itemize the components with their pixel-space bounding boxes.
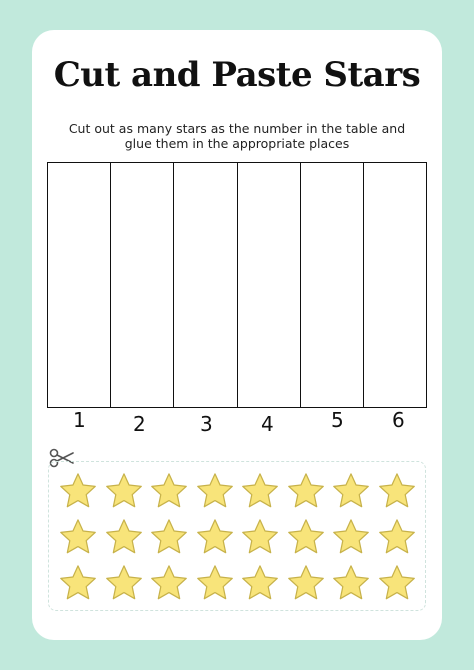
number-table — [47, 162, 427, 408]
star-icon[interactable] — [148, 472, 190, 512]
star-icon[interactable] — [57, 564, 99, 604]
cut-out-stars-area — [48, 461, 426, 611]
column-number-3: 3 — [200, 412, 213, 436]
star-icon[interactable] — [376, 472, 418, 512]
star-icon[interactable] — [194, 472, 236, 512]
instructions-text: Cut out as many stars as the number in the table and glue them in the appropriate places — [68, 121, 406, 151]
star-icon[interactable] — [376, 518, 418, 558]
star-icon[interactable] — [103, 518, 145, 558]
star-icon[interactable] — [330, 518, 372, 558]
table-column-2[interactable] — [111, 163, 174, 407]
column-number-1: 1 — [73, 408, 86, 432]
table-column-4[interactable] — [238, 163, 301, 407]
star-icon[interactable] — [330, 564, 372, 604]
star-icon[interactable] — [285, 518, 327, 558]
column-number-5: 5 — [331, 408, 344, 432]
star-icon[interactable] — [103, 472, 145, 512]
star-icon[interactable] — [194, 564, 236, 604]
star-icon[interactable] — [285, 564, 327, 604]
table-column-1[interactable] — [48, 163, 111, 407]
star-icon[interactable] — [57, 518, 99, 558]
star-icon[interactable] — [103, 564, 145, 604]
star-icon[interactable] — [330, 472, 372, 512]
star-icon[interactable] — [285, 472, 327, 512]
star-icon[interactable] — [376, 564, 418, 604]
table-column-6[interactable] — [364, 163, 426, 407]
column-number-4: 4 — [261, 412, 274, 436]
star-icon[interactable] — [239, 472, 281, 512]
star-icon[interactable] — [239, 518, 281, 558]
table-column-3[interactable] — [174, 163, 237, 407]
table-column-5[interactable] — [301, 163, 364, 407]
column-number-6: 6 — [392, 408, 405, 432]
star-icon[interactable] — [57, 472, 99, 512]
star-icon[interactable] — [239, 564, 281, 604]
star-icon[interactable] — [194, 518, 236, 558]
star-icon[interactable] — [148, 518, 190, 558]
star-icon[interactable] — [148, 564, 190, 604]
page-title: Cut and Paste Stars — [53, 55, 421, 95]
column-number-2: 2 — [133, 412, 146, 436]
